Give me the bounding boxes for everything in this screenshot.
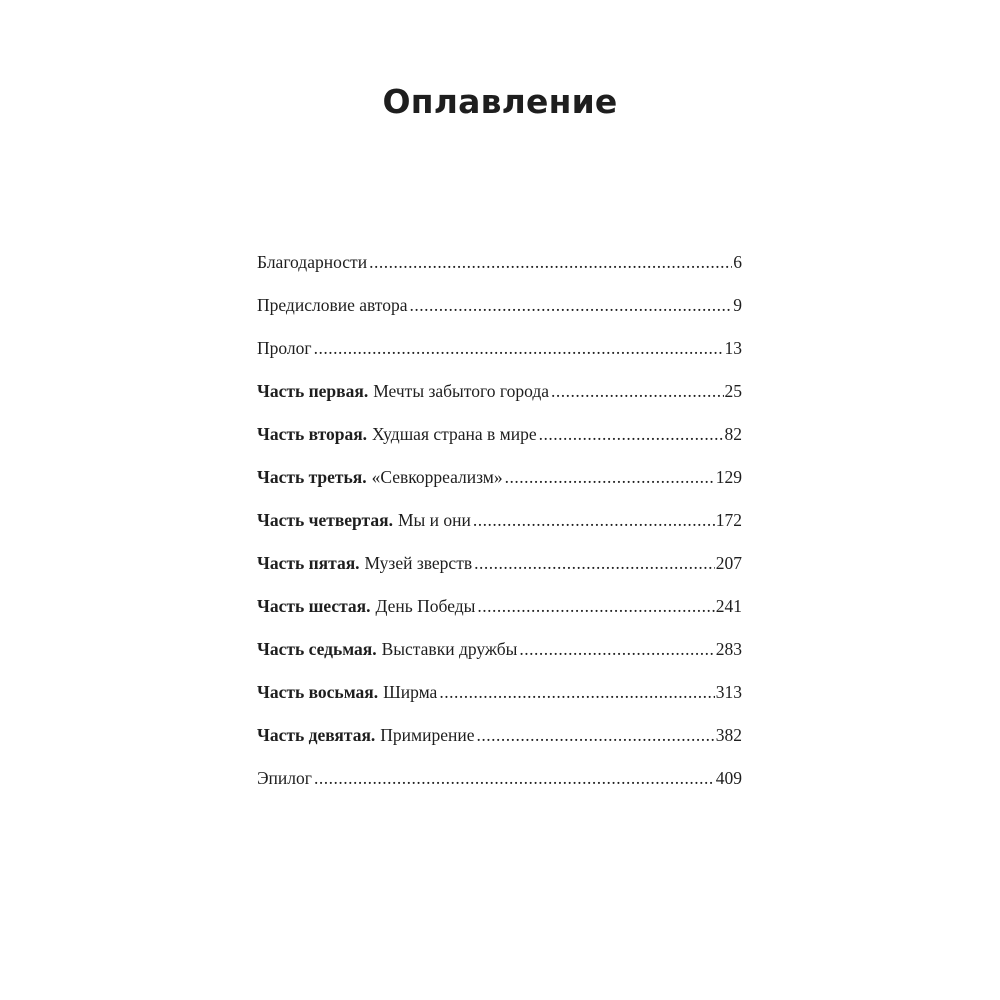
toc-part-label: Часть четвертая. <box>257 510 393 530</box>
toc-title: Выставки дружбы <box>381 639 518 659</box>
toc-dot-leader <box>477 723 715 747</box>
toc-entry <box>257 594 742 637</box>
toc-part-label: Часть первая. <box>257 381 369 401</box>
toc-page-number: 82 <box>724 424 742 444</box>
toc-dot-leader <box>477 594 714 618</box>
toc-dot-leader <box>551 379 724 403</box>
toc-dot-leader <box>314 766 715 790</box>
toc-dot-leader <box>539 422 724 446</box>
toc-page-number: 129 <box>715 467 742 487</box>
toc-dot-leader <box>474 551 715 575</box>
toc-page-number: 9 <box>733 295 742 315</box>
toc-entry <box>257 422 742 465</box>
toc-title: Примирение <box>380 725 475 745</box>
toc-entry <box>257 250 742 293</box>
toc-title: «Севкорреализм» <box>371 467 503 487</box>
toc-part-label: Часть восьмая. <box>257 682 379 702</box>
toc-dot-leader <box>314 336 724 360</box>
toc-page-number: 283 <box>715 639 742 659</box>
toc-title: Пролог <box>257 338 312 358</box>
toc-entry <box>257 637 742 680</box>
toc-title: Мы и они <box>397 510 471 530</box>
toc-page-number: 13 <box>724 338 742 358</box>
toc-part-label: Часть седьмая. <box>257 639 377 659</box>
toc-dot-leader <box>410 293 733 317</box>
toc-page-number: 25 <box>724 381 742 401</box>
toc-part-label: Часть шестая. <box>257 596 371 616</box>
toc-title: Благодарности <box>257 252 368 272</box>
page-title: Оплавление <box>382 82 618 121</box>
toc-dot-leader <box>473 508 715 532</box>
toc-page-number: 172 <box>715 510 742 530</box>
toc-title: День Победы <box>375 596 476 616</box>
toc-entry <box>257 508 742 551</box>
toc-page-number: 207 <box>715 553 742 573</box>
toc-page-number: 313 <box>715 682 742 702</box>
toc-page-number: 409 <box>715 768 742 788</box>
toc-page-number: 382 <box>715 725 742 745</box>
toc-title: Музей зверств <box>364 553 473 573</box>
toc-entry <box>257 551 742 594</box>
toc-part-label: Часть третья. <box>257 467 367 487</box>
toc-title: Худшая страна в мире <box>372 424 537 444</box>
toc-dot-leader <box>519 637 714 661</box>
toc-entry <box>257 680 742 723</box>
toc-entry <box>257 766 742 809</box>
toc-title: Эпилог <box>257 768 312 788</box>
toc-dot-leader <box>369 250 732 274</box>
table-of-contents <box>257 250 742 809</box>
toc-title: Предисловие автора <box>257 295 408 315</box>
toc-title: Мечты забытого города <box>373 381 549 401</box>
toc-page-number: 6 <box>733 252 742 272</box>
toc-part-label: Часть девятая. <box>257 725 376 745</box>
toc-page-number: 241 <box>715 596 742 616</box>
toc-entry <box>257 379 742 422</box>
toc-part-label: Часть вторая. <box>257 424 368 444</box>
toc-entry <box>257 723 742 766</box>
toc-entry <box>257 336 742 379</box>
toc-part-label: Часть пятая. <box>257 553 360 573</box>
toc-title: Ширма <box>383 682 438 702</box>
toc-entry <box>257 465 742 508</box>
toc-dot-leader <box>439 680 714 704</box>
toc-entry <box>257 293 742 336</box>
toc-dot-leader <box>505 465 715 489</box>
